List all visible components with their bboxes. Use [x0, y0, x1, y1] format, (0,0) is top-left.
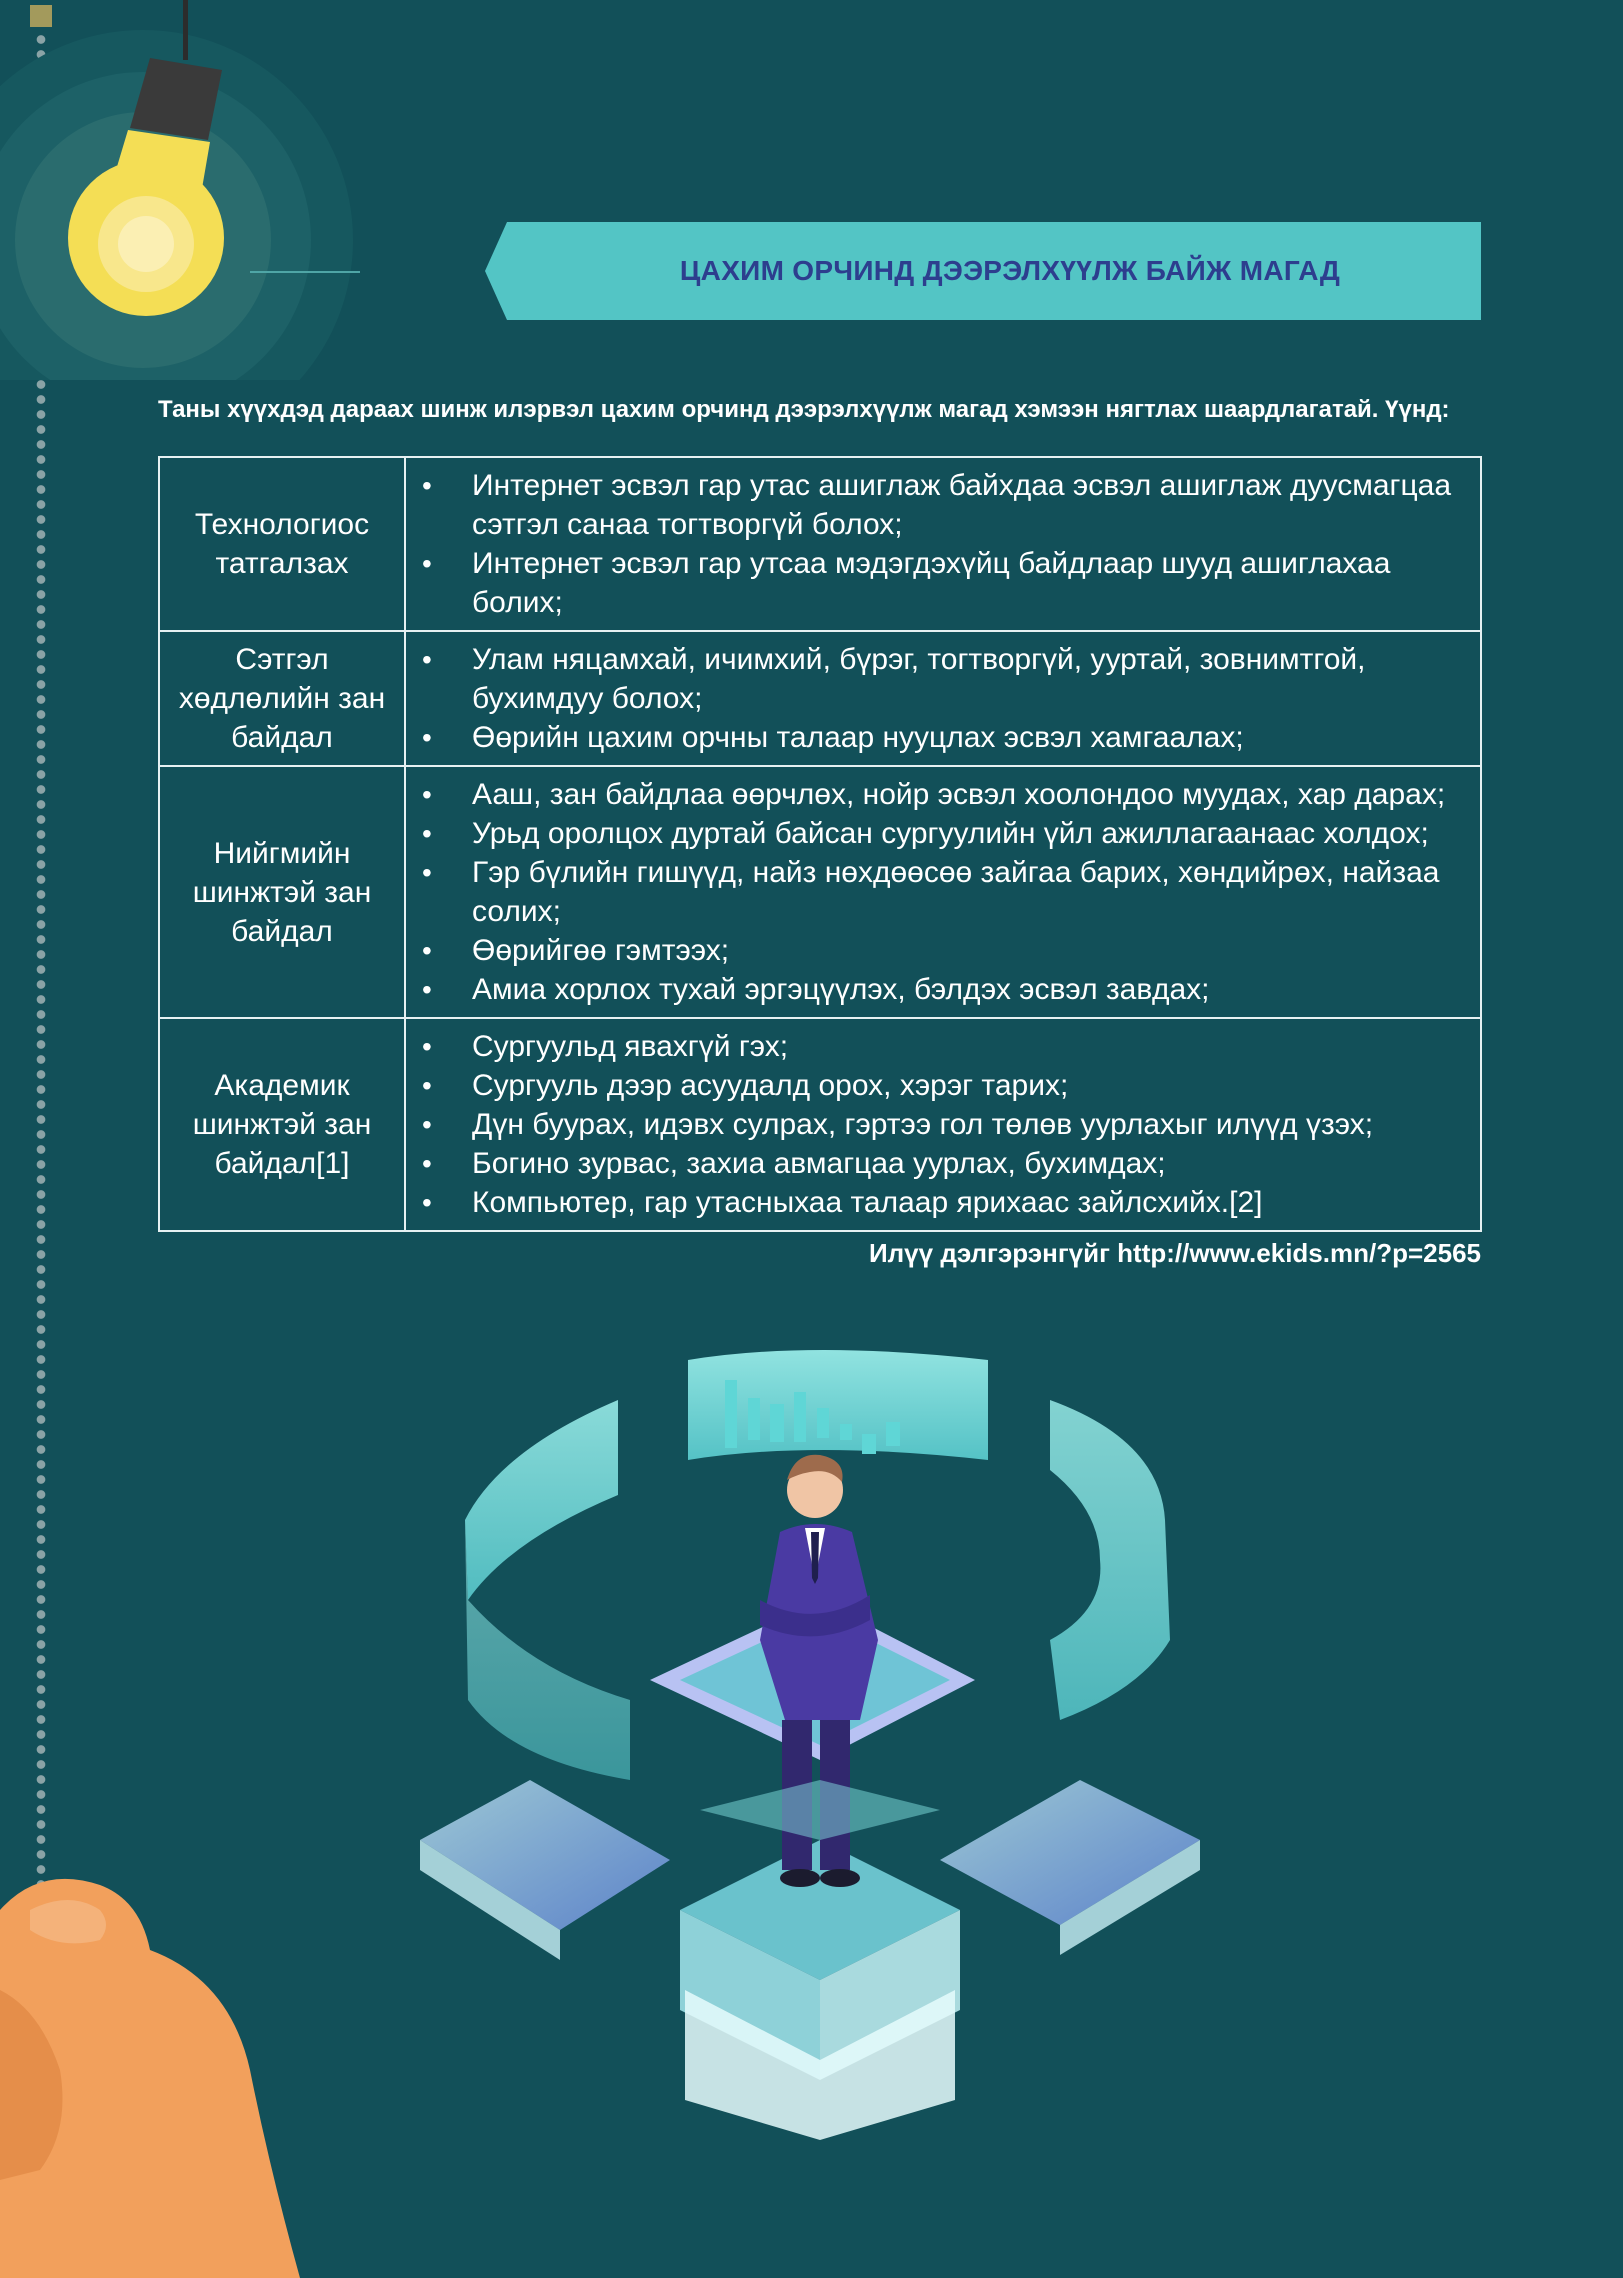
sign-list: [422, 640, 1466, 757]
sign-list: [422, 775, 1466, 1009]
table-row: [159, 766, 1481, 1018]
list-item: • Урьд оролцох дуртай байсан сургуулийн үйл ажиллагаанаас холдох;: [422, 814, 1466, 853]
table-row: [159, 1018, 1481, 1231]
table-row: [159, 457, 1481, 631]
list-item: • Сургууль дээр асуудалд орох, хэрэг тарих;: [422, 1066, 1466, 1105]
list-item: • Амиа хорлох тухай эргэцүүлэх, бэлдэх эсвэл завдах;: [422, 970, 1466, 1009]
list-item: • Өөрийн цахим орчны талаар нууцлах эсвэл хамгаалах;: [422, 718, 1466, 757]
category-cell: Нийгмийн шинжтэй зан байдал: [159, 766, 405, 1018]
businessman-hologram-illustration: [400, 1340, 1230, 2140]
category-cell: Сэтгэл хөдлөлийн зан байдал: [159, 631, 405, 766]
more-info-link[interactable]: Илүү дэлгэрэнгүйг http://www.ekids.mn/?p=2565: [868, 1238, 1481, 1268]
list-item: • Улам няцамхай, ичимхий, бүрэг, тогтворгүй, ууртай, зовнимтгой, бухимдуу болох;: [422, 640, 1466, 718]
list-item: • Өөрийгөө гэмтээх;: [422, 931, 1466, 970]
sign-list: [422, 466, 1466, 622]
light-bulb-icon: [0, 0, 360, 380]
intro-text: Таны хүүхдэд дараах шинж илэрвэл цахим орчинд дээрэлхүүлж магад хэмээн нягтлах шаардлагатай. Үүнд:: [158, 396, 1450, 423]
list-item: • Компьютер, гар утасныхаа талаар ярихаас зайлсхийх.[2]: [422, 1183, 1466, 1222]
list-item: • Сургуульд явахгүй гэх;: [422, 1027, 1466, 1066]
page-title: ЦАХИМ ОРЧИНД ДЭЭРЭЛХҮҮЛЖ БАЙЖ МАГАД: [679, 255, 1341, 286]
category-cell: Академик шинжтэй зан байдал[1]: [159, 1018, 405, 1231]
list-item: • Интернет эсвэл гар утас ашиглаж байхдаа эсвэл ашиглаж дуусмагцаа сэтгэл санаа тогтворгүй болох;: [422, 466, 1466, 544]
list-item: • Гэр бүлийн гишүүд, найз нөхдөөсөө зайгаа барих, хөндийрөх, найзаа солих;: [422, 853, 1466, 931]
list-item: • Дүн буурах, идэвх сулрах, гэртээ гол төлөв уурлахыг илүүд үзэх;: [422, 1105, 1466, 1144]
list-item: • Интернет эсвэл гар утсаа мэдэгдэхүйц байдлаар шууд ашиглахаа болих;: [422, 544, 1466, 622]
table-row: [159, 631, 1481, 766]
sign-list: [422, 1027, 1466, 1222]
category-cell: Технологиос татгалзах: [159, 457, 405, 631]
signs-table: [158, 456, 1482, 1232]
hand-illustration: [0, 1870, 300, 2278]
list-item: • Ааш, зан байдлаа өөрчлөх, нойр эсвэл хоолондоо муудах, хар дарах;: [422, 775, 1466, 814]
list-item: • Богино зурвас, захиа авмагцаа уурлах, бухимдах;: [422, 1144, 1466, 1183]
